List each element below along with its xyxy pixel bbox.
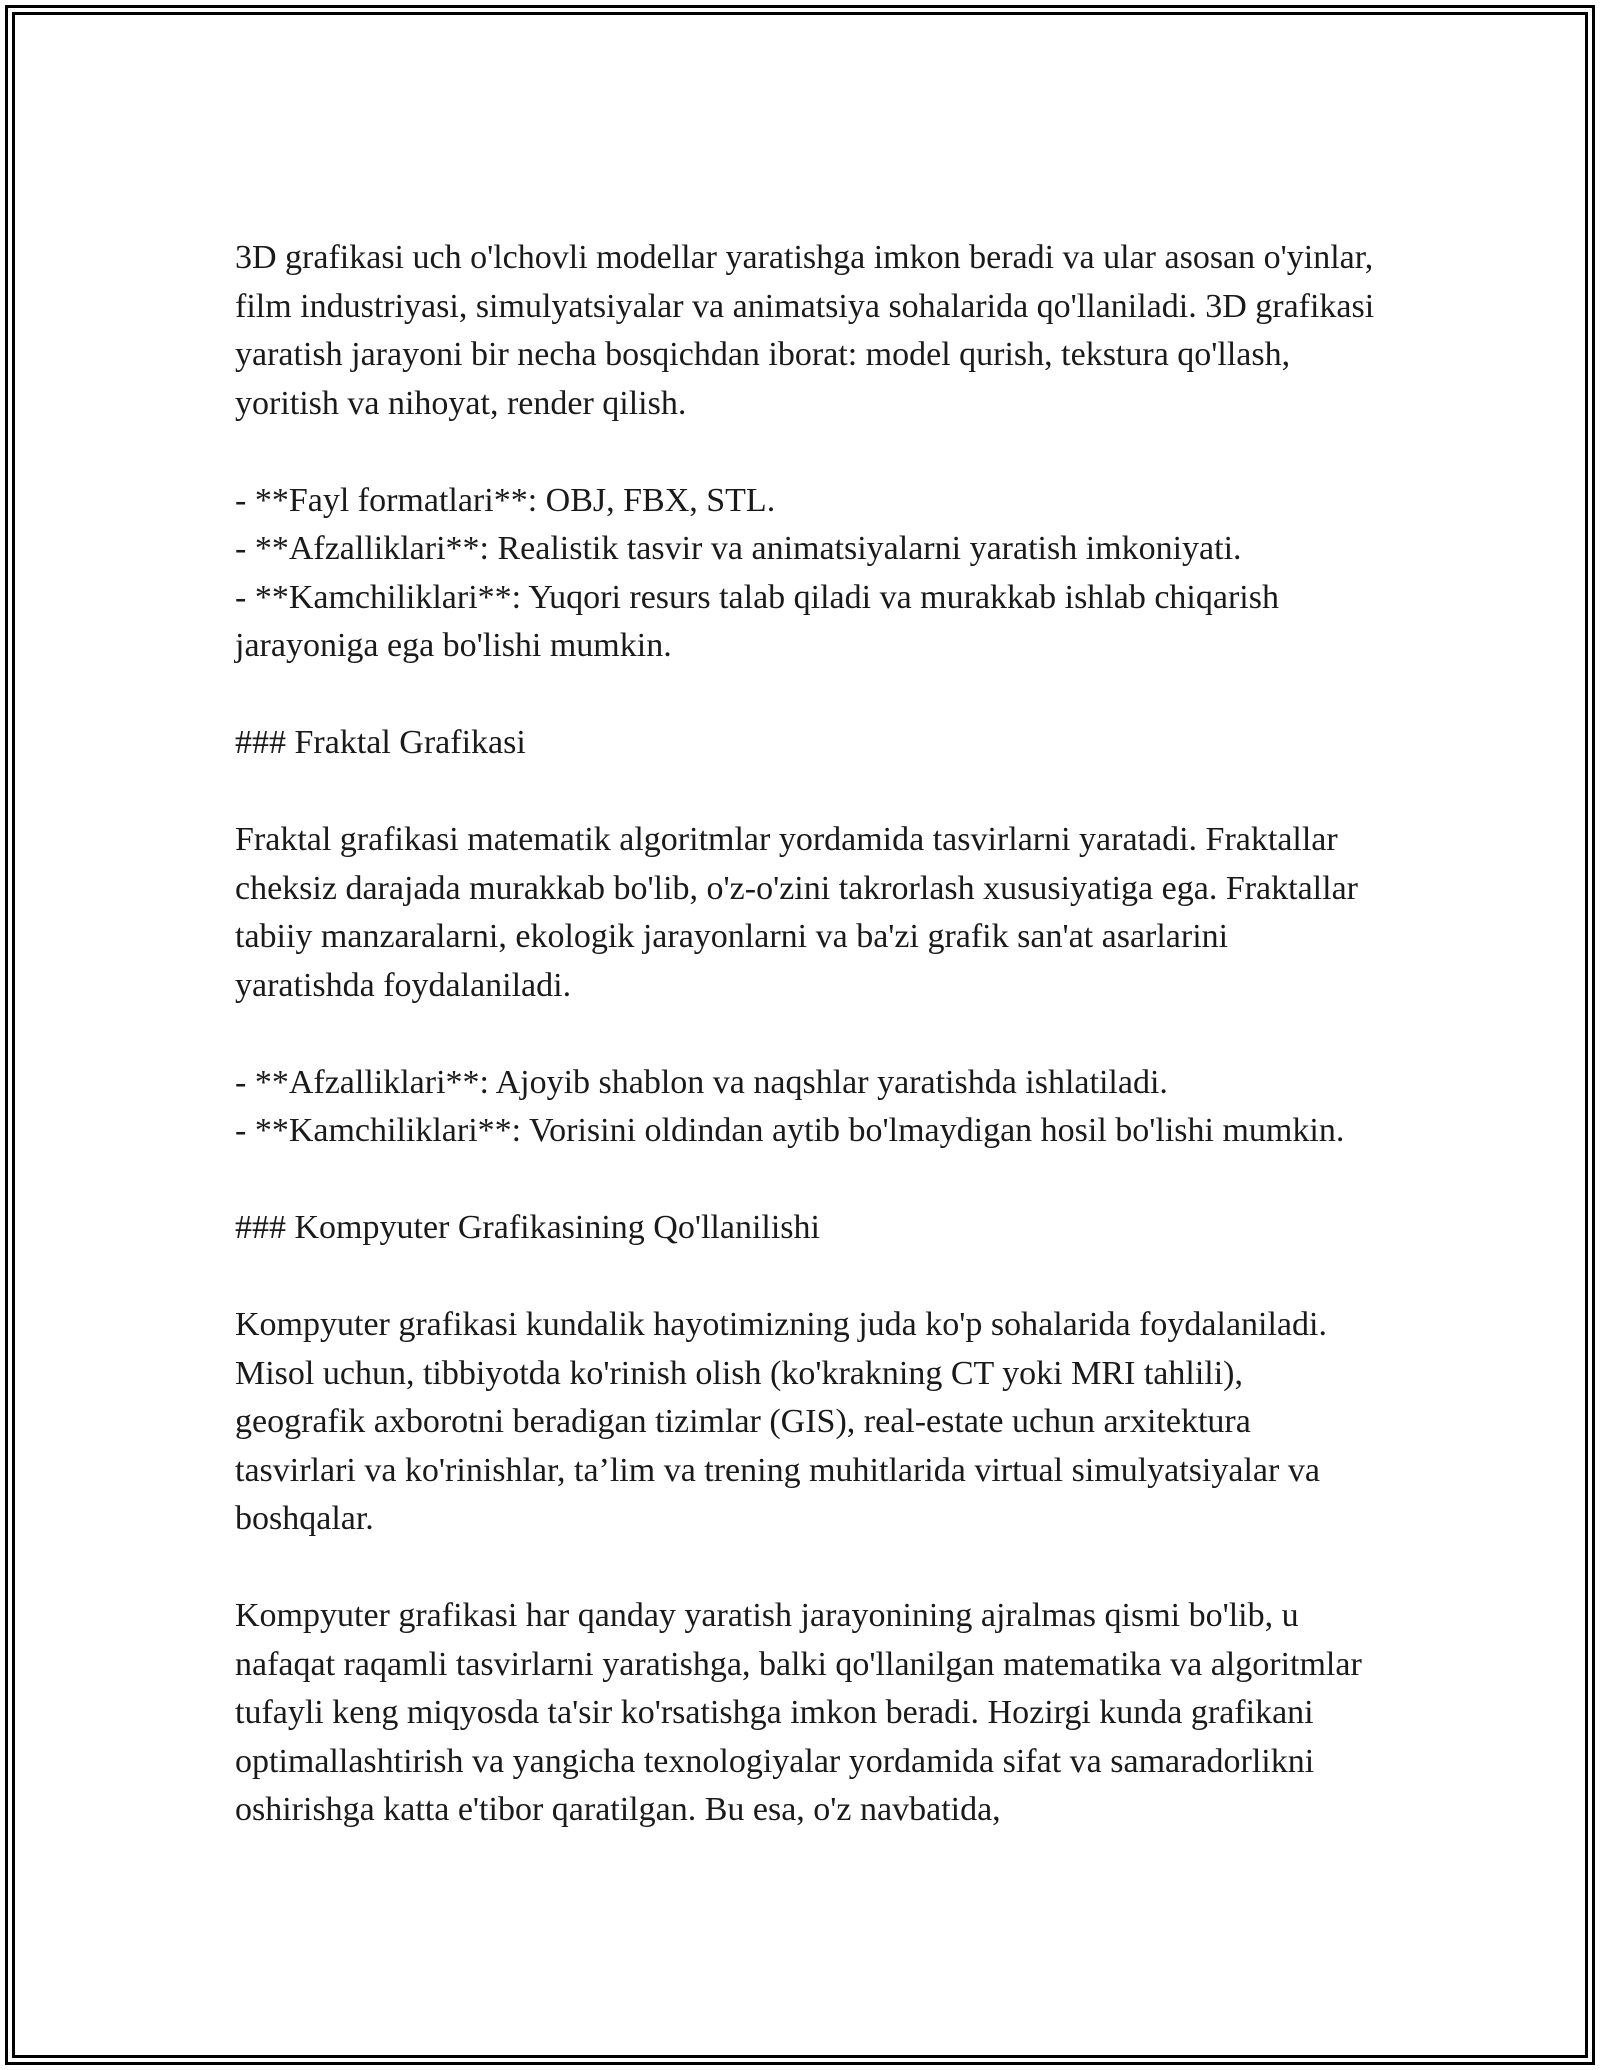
paragraph-3d-intro: 3D grafikasi uch o'lchovli modellar yaratishga imkon beradi va ular asosan o'yinlar, film industriyasi, simulyatsiyalar va animatsiya sohalarida qo'llaniladi. 3D grafikasi yaratish jarayoni bir necha bosqichdan iborat: model qurish, tekstura qo'llash, yoritish va nihoyat, render qilish.: [235, 239, 1383, 422]
heading-qollanilishi: ### Kompyuter Grafikasining Qo'llanilishi: [235, 1209, 820, 1246]
paragraph-qollanilishi: Kompyuter grafikasi kundalik hayotimizning juda ko'p sohalarida foydalaniladi. Misol uchun, tibbiyotda ko'rinish olish (ko'krakning CT yoki MRI tahlili), geografik axborotni beradigan tizimlar (GIS), real-estate uchun arxitektura tasvirlari va ko'rinishlar, ta’lim va trening muhitlarida virtual simulyatsiyalar va boshqalar.: [235, 1306, 1336, 1537]
list-fraktal-properties: - **Afzalliklari**: Ajoyib shablon va naqshlar yaratishda ishlatiladi. - **Kamchiliklari**: Vorisini oldindan aytib bo'lmaydigan hosil bo'lishi mumkin.: [235, 1063, 1345, 1149]
heading-fraktal-grafikasi: ### Fraktal Grafikasi: [235, 724, 526, 761]
paragraph-conclusion: Kompyuter grafikasi har qanday yaratish jarayonining ajralmas qismi bo'lib, u nafaqat raqamli tasvirlarni yaratishga, balki qo'llanilgan matematika va algoritmlar tufayli keng miqyosda ta'sir ko'rsatishga imkon beradi. Hozirgi kunda grafikani optimallashtirish va yangicha texnologiyalar yordamida sifat va samaradorlikni oshirishga katta e'tibor qaratilgan. Bu esa, o'z navbatida,: [235, 1597, 1371, 1828]
paragraph-fraktal-intro: Fraktal grafikasi matematik algoritmlar yordamida tasvirlarni yaratadi. Fraktallar cheksiz darajada murakkab bo'lib, o'z-o'zini takrorlash xususiyatiga ega. Fraktallar tabiiy manzaralarni, ekologik jarayonlarni va ba'zi grafik san'at asarlarini yaratishda foydalaniladi.: [235, 821, 1367, 1004]
document-body: [235, 234, 1383, 1883]
list-3d-properties: - **Fayl formatlari**: OBJ, FBX, STL. - **Afzalliklari**: Realistik tasvir va animatsiyalarni yaratish imkoniyati. - **Kamchiliklari**: Yuqori resurs talab qiladi va murakkab ishlab chiqarish jarayoniga ega bo'lishi mumkin.: [235, 481, 1279, 664]
